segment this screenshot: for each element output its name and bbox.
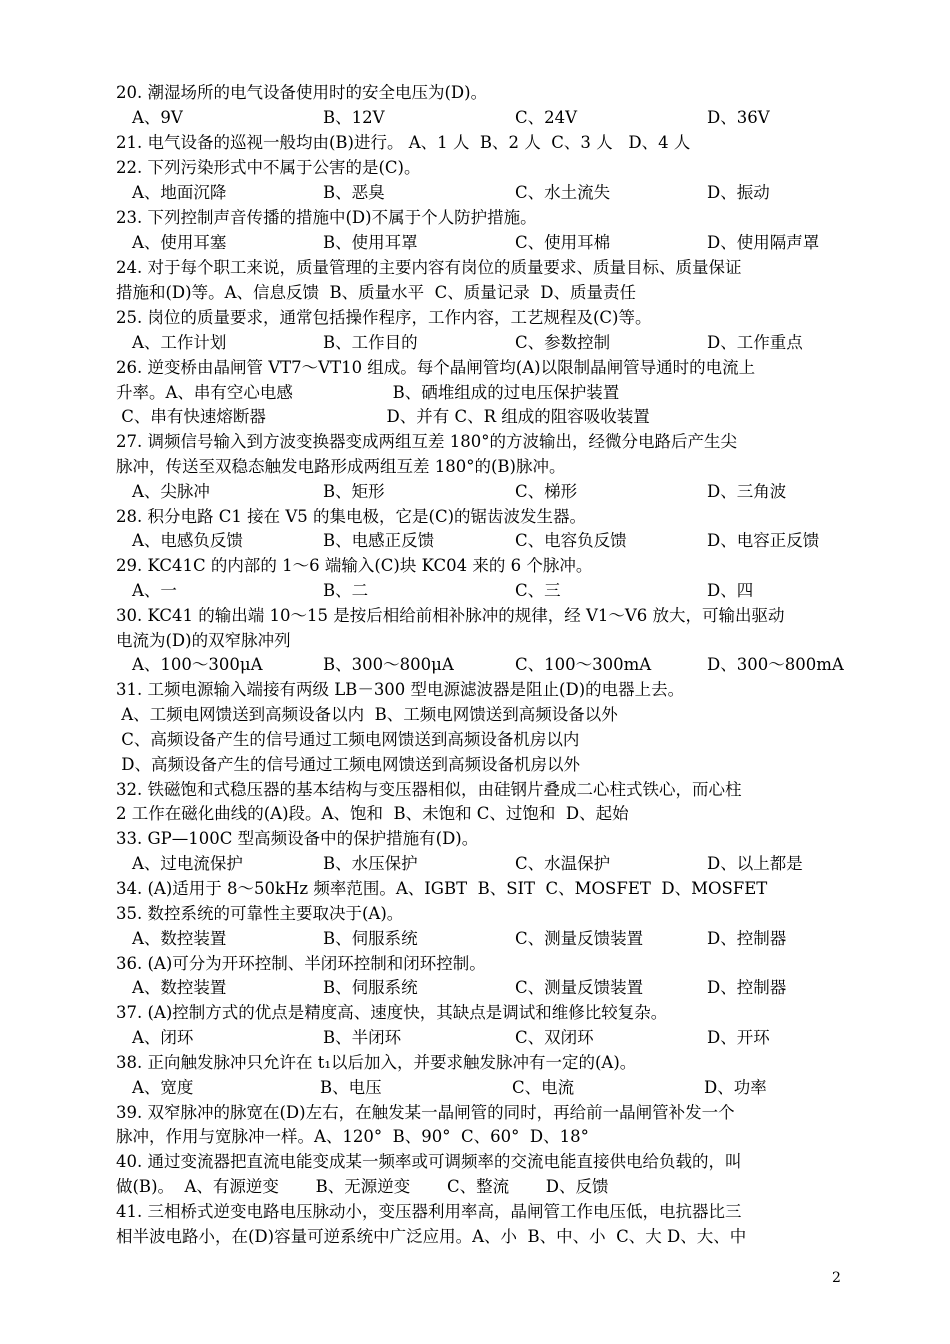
- question-37: 37. (A)控制方式的优点是精度高、速度快，其缺点是调试和维修比较复杂。: [116, 1003, 668, 1022]
- option-c: C、双闭环: [515, 1028, 594, 1047]
- option-a: A、一: [132, 581, 177, 600]
- option-a: A、数控装置: [132, 978, 227, 997]
- option-d: D、使用隔声罩: [707, 233, 820, 252]
- question-30-options: [132, 652, 852, 677]
- question-24-line-2: 措施和(D)等。A、信息反馈 B、质量水平 C、质量记录 D、质量责任: [116, 283, 636, 302]
- option-d: D、300～800mA: [707, 655, 844, 674]
- question-22-options: [132, 180, 852, 205]
- option-a: A、闭环: [132, 1028, 194, 1047]
- option-a: A、电感负反馈: [132, 531, 243, 550]
- question-30-line-1: 30. KC41 的输出端 10～15 是按后相给前相补脉冲的规律，经 V1～V6 放大，可输出驱动: [116, 606, 785, 625]
- option-c: C、水土流失: [515, 183, 611, 202]
- option-b: B、电压: [320, 1078, 382, 1097]
- question-25: 25. 岗位的质量要求，通常包括操作程序，工作内容，工艺规程及(C)等。: [116, 308, 652, 327]
- question-31-option-d: D、高频设备产生的信号通过工频电网馈送到高频设备机房以外: [116, 755, 580, 774]
- option-d: D、功率: [704, 1078, 767, 1097]
- option-b: B、恶臭: [323, 183, 385, 202]
- question-25-options: [132, 330, 852, 355]
- question-32-line-2: 2 工作在磁化曲线的(A)段。A、饱和 B、未饱和 C、过饱和 D、起始: [116, 804, 629, 823]
- question-27-options: [132, 479, 852, 504]
- question-37-options: [132, 1025, 852, 1050]
- option-b: B、工作目的: [323, 333, 418, 352]
- question-38: 38. 正向触发脉冲只允许在 t₁以后加入，并要求触发脉冲有一定的(A)。: [116, 1053, 637, 1072]
- question-24-line-1: 24. 对于每个职工来说，质量管理的主要内容有岗位的质量要求、质量目标、质量保证: [116, 258, 742, 277]
- option-b: B、二: [323, 581, 369, 600]
- option-d: D、控制器: [707, 978, 787, 997]
- question-39-line-1: 39. 双窄脉冲的脉宽在(D)左右，在触发某一晶闸管的同时，再给前一晶闸管补发一个: [116, 1103, 735, 1122]
- option-c: C、水温保护: [515, 854, 611, 873]
- question-28-options: [132, 528, 852, 553]
- option-d: D、以上都是: [707, 854, 803, 873]
- question-29: 29. KC41C 的内部的 1～6 端输入(C)块 KC04 来的 6 个脉冲。: [116, 556, 593, 575]
- option-c: C、24V: [515, 108, 578, 127]
- question-26-line-2: 升率。A、串有空心电感 B、硒堆组成的过电压保护装置: [116, 383, 620, 402]
- option-a: A、工作计划: [132, 333, 227, 352]
- option-d: D、振动: [707, 183, 770, 202]
- question-26-line-3: C、串有快速熔断器 D、并有 C、R 组成的阻容吸收装置: [116, 407, 650, 426]
- question-39-line-2: 脉冲，作用与宽脉冲一样。A、120° B、90° C、60° D、18°: [116, 1127, 589, 1146]
- option-d: D、三角波: [707, 482, 787, 501]
- question-38-options: [132, 1075, 852, 1100]
- question-40-line-2: 做(B)。 A、有源逆变 B、无源逆变 C、整流 D、反馈: [116, 1177, 609, 1196]
- question-33-options: [132, 851, 852, 876]
- question-20: 20. 潮湿场所的电气设备使用时的安全电压为(D)。: [116, 83, 488, 102]
- question-20-options: [132, 105, 852, 130]
- question-27-line-2: 脉冲，传送至双稳态触发电路形成两组互差 180°的(B)脉冲。: [116, 457, 566, 476]
- question-40-line-1: 40. 通过变流器把直流电能变成某一频率或可调频率的交流电能直接供电给负载的，叫: [116, 1152, 742, 1171]
- question-22: 22. 下列污染形式中不属于公害的是(C)。: [116, 158, 421, 177]
- option-c: C、梯形: [515, 482, 578, 501]
- option-c: C、电流: [512, 1078, 575, 1097]
- option-c: C、三: [515, 581, 561, 600]
- option-a: A、数控装置: [132, 929, 227, 948]
- question-36-options: [132, 975, 852, 1000]
- option-b: B、12V: [323, 108, 385, 127]
- question-41-line-2: 相半波电路小，在(D)容量可逆系统中广泛应用。A、小 B、中、小 C、大 D、大、中: [116, 1227, 747, 1246]
- page-number: 2: [832, 1270, 841, 1286]
- option-a: A、使用耳塞: [132, 233, 227, 252]
- question-33: 33. GP—100C 型高频设备中的保护措施有(D)。: [116, 829, 479, 848]
- question-21: 21. 电气设备的巡视一般均由(B)进行。 A、1 人 B、2 人 C、3 人 D、4 人: [116, 133, 691, 152]
- option-c: C、电容负反馈: [515, 531, 627, 550]
- question-34: 34. (A)适用于 8～50kHz 频率范围。A、IGBT B、SIT C、MOSFET D、MOSFET: [116, 879, 768, 898]
- question-27-line-1: 27. 调频信号输入到方波变换器变成两组互差 180°的方波输出，经微分电路后产生尖: [116, 432, 737, 451]
- question-35: 35. 数控系统的可靠性主要取决于(A)。: [116, 904, 404, 923]
- option-b: B、使用耳罩: [323, 233, 418, 252]
- option-c: C、100～300mA: [515, 655, 652, 674]
- question-30-line-2: 电流为(D)的双窄脉冲列: [116, 631, 291, 650]
- question-23-options: [132, 230, 852, 255]
- option-a: A、过电流保护: [132, 854, 243, 873]
- question-28: 28. 积分电路 C1 接在 V5 的集电极，它是(C)的锯齿波发生器。: [116, 507, 587, 526]
- question-31-option-c: C、高频设备产生的信号通过工频电网馈送到高频设备机房以内: [116, 730, 580, 749]
- option-c: C、参数控制: [515, 333, 611, 352]
- option-c: C、测量反馈装置: [515, 929, 644, 948]
- option-d: D、工作重点: [707, 333, 803, 352]
- option-d: D、控制器: [707, 929, 787, 948]
- option-d: D、四: [707, 581, 754, 600]
- option-b: B、伺服系统: [323, 929, 418, 948]
- option-a: A、尖脉冲: [132, 482, 210, 501]
- option-b: B、半闭环: [323, 1028, 402, 1047]
- question-26-line-1: 26. 逆变桥由晶闸管 VT7～VT10 组成。每个晶闸管均(A)以限制晶闸管导通时的电流上: [116, 358, 756, 377]
- option-a: A、地面沉降: [132, 183, 227, 202]
- question-29-options: [132, 578, 852, 603]
- option-a: A、9V: [132, 108, 183, 127]
- option-b: B、水压保护: [323, 854, 418, 873]
- question-36: 36. (A)可分为开环控制、半闭环控制和闭环控制。: [116, 954, 486, 973]
- question-41-line-1: 41. 三相桥式逆变电路电压脉动小，变压器利用率高，晶闸管工作电压低，电抗器比三: [116, 1202, 742, 1221]
- question-31-option-ab: A、工频电网馈送到高频设备以内 B、工频电网馈送到高频设备以外: [116, 705, 618, 724]
- option-d: D、电容正反馈: [707, 531, 820, 550]
- option-b: B、伺服系统: [323, 978, 418, 997]
- option-c: C、测量反馈装置: [515, 978, 644, 997]
- question-35-options: [132, 926, 852, 951]
- question-32-line-1: 32. 铁磁饱和式稳压器的基本结构与变压器相似，由硅钢片叠成二心柱式铁心，而心柱: [116, 780, 742, 799]
- question-23: 23. 下列控制声音传播的措施中(D)不属于个人防护措施。: [116, 208, 537, 227]
- question-31: 31. 工频电源输入端接有两级 LB－300 型电源滤波器是阻止(D)的电器上去。: [116, 680, 685, 699]
- option-a: A、100～300μA: [132, 655, 263, 674]
- option-b: B、矩形: [323, 482, 385, 501]
- option-d: D、开环: [707, 1028, 770, 1047]
- option-a: A、宽度: [132, 1078, 194, 1097]
- option-d: D、36V: [707, 108, 770, 127]
- option-c: C、使用耳棉: [515, 233, 611, 252]
- option-b: B、300～800μA: [323, 655, 454, 674]
- option-b: B、电感正反馈: [323, 531, 435, 550]
